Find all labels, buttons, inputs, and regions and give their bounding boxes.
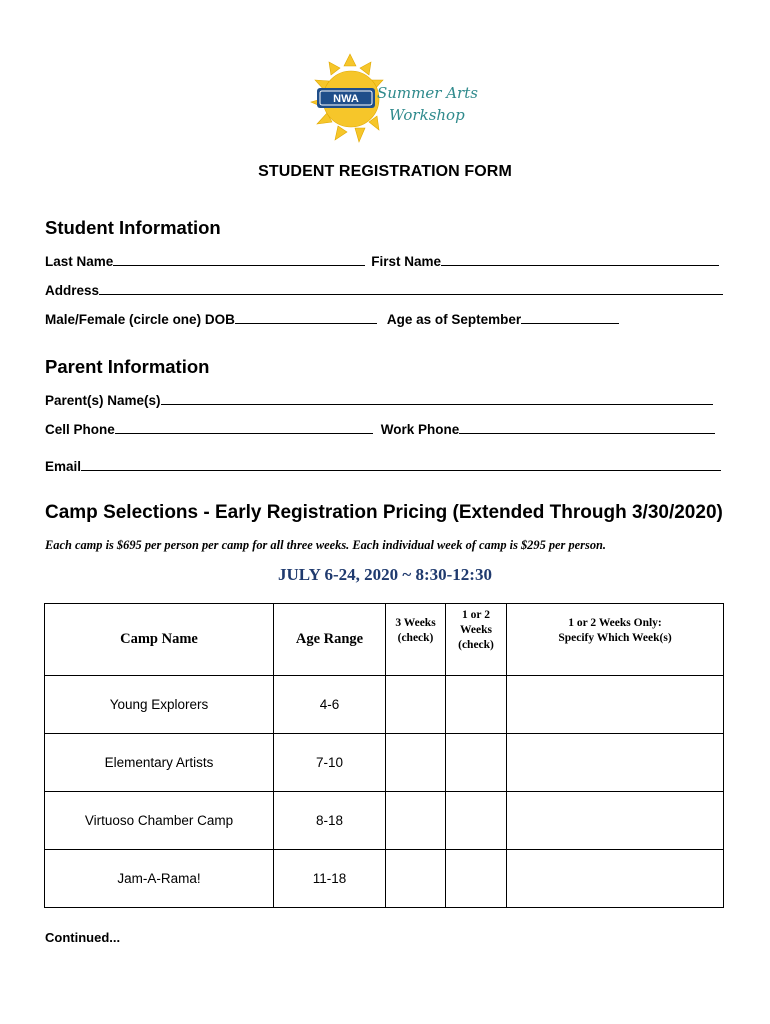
table-row <box>45 734 724 792</box>
age-label: Age as of September <box>386 312 522 327</box>
age-range-cell: 11-18 <box>274 850 386 908</box>
pricing-note: Each camp is $695 per person per camp for all three weeks. Each individual week of camp is $295 per person. <box>45 538 607 552</box>
specify-weeks-cell[interactable] <box>507 850 724 908</box>
continued-note: Continued... <box>45 930 121 945</box>
header-camp-name: Camp Name <box>45 604 274 676</box>
one-two-weeks-check-cell[interactable] <box>446 734 507 792</box>
camp-name-cell: Elementary Artists <box>45 734 274 792</box>
parent-name-row <box>45 392 713 408</box>
address-field[interactable] <box>99 282 723 295</box>
camp-dates: JULY 6-24, 2020 ~ 8:30-12:30 <box>278 565 492 584</box>
age-range-cell: 8-18 <box>274 792 386 850</box>
header-three-weeks-line1: 3 Weeks <box>395 617 436 629</box>
age-range-cell: 7-10 <box>274 734 386 792</box>
first-name-label: First Name <box>371 254 442 269</box>
specify-weeks-cell[interactable] <box>507 734 724 792</box>
cell-phone-field[interactable] <box>115 421 373 434</box>
parent-names-field[interactable] <box>161 392 713 405</box>
dob-field[interactable] <box>235 311 377 324</box>
table-row <box>45 676 724 734</box>
cell-phone-label: Cell Phone <box>45 422 115 437</box>
logo-script-line1: Summer Arts <box>377 84 478 102</box>
camp-table-header <box>45 604 724 676</box>
table-row <box>45 850 724 908</box>
address-row <box>45 282 723 298</box>
age-range-cell: 4-6 <box>274 676 386 734</box>
three-weeks-check-cell[interactable] <box>386 676 446 734</box>
three-weeks-check-cell[interactable] <box>386 850 446 908</box>
student-info-heading: Student Information <box>45 217 221 238</box>
last-name-field[interactable] <box>113 253 365 266</box>
sex-label: Male/Female (circle one) <box>45 312 202 327</box>
camp-table <box>44 603 724 908</box>
camp-name-cell: Jam-A-Rama! <box>45 850 274 908</box>
header-specify-weeks <box>507 604 724 676</box>
email-label: Email <box>45 459 82 474</box>
parent-names-label: Parent(s) Name(s) <box>45 393 161 408</box>
email-field[interactable] <box>81 458 721 471</box>
specify-weeks-cell[interactable] <box>507 792 724 850</box>
demographics-row <box>45 311 619 327</box>
camp-name-cell: Virtuoso Chamber Camp <box>45 792 274 850</box>
one-two-weeks-check-cell[interactable] <box>446 676 507 734</box>
logo <box>305 50 480 146</box>
header-age-range: Age Range <box>274 604 386 676</box>
header-one-two-line1: 1 or 2 <box>462 609 490 621</box>
last-name-label: Last Name <box>45 254 114 269</box>
work-phone-field[interactable] <box>459 421 715 434</box>
three-weeks-check-cell[interactable] <box>386 792 446 850</box>
logo-script-line2: Workshop <box>389 106 465 124</box>
phone-row <box>45 421 715 437</box>
age-field[interactable] <box>521 311 619 324</box>
header-one-two-line2: Weeks <box>460 624 492 636</box>
table-row <box>45 792 724 850</box>
one-two-weeks-check-cell[interactable] <box>446 850 507 908</box>
name-row <box>45 253 719 269</box>
header-one-two-line3: (check) <box>458 639 494 651</box>
header-specify-line1: 1 or 2 Weeks Only: <box>568 617 662 629</box>
header-one-two-weeks <box>446 604 507 676</box>
parent-info-heading: Parent Information <box>45 356 210 377</box>
logo-badge-text: NWA <box>333 93 359 105</box>
one-two-weeks-check-cell[interactable] <box>446 792 507 850</box>
specify-weeks-cell[interactable] <box>507 676 724 734</box>
dob-label: DOB <box>204 312 235 327</box>
header-three-weeks-line2: (check) <box>397 632 434 644</box>
camp-selections-heading: Camp Selections - Early Registration Pricing (Extended Through 3/30/2020) <box>45 502 723 523</box>
header-three-weeks <box>386 604 446 676</box>
form-title: STUDENT REGISTRATION FORM <box>258 163 512 180</box>
three-weeks-check-cell[interactable] <box>386 734 446 792</box>
email-row <box>45 458 721 474</box>
camp-name-cell: Young Explorers <box>45 676 274 734</box>
sun-logo-icon <box>305 50 480 146</box>
header-specify-line2: Specify Which Week(s) <box>558 632 672 644</box>
first-name-field[interactable] <box>441 253 719 266</box>
work-phone-label: Work Phone <box>380 422 460 437</box>
address-label: Address <box>45 283 100 298</box>
